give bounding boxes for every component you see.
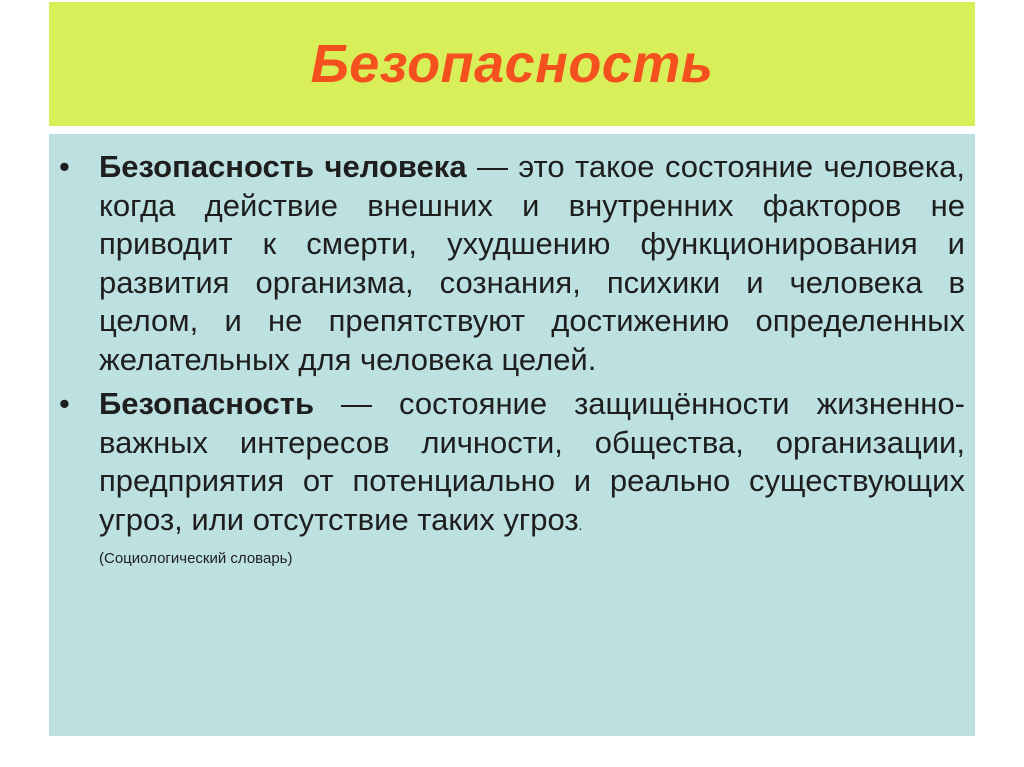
bullet-item <box>49 385 965 544</box>
bullet-text: — это такое состояние человека, когда действие внешних и внутренних факторов не приводит к смерти, ухудшению функционирования и развития организма, сознания, психики и человека в целом, и не препятствуют достижению определенных желательных для человека целей. <box>99 149 966 377</box>
source-citation: (Социологический словарь) <box>99 550 293 567</box>
title-band <box>49 2 975 126</box>
bullet-list <box>49 148 965 544</box>
slide-title: Безопасность <box>310 34 714 94</box>
bullet-term: Безопасность человека <box>99 149 467 184</box>
content-box <box>49 134 975 736</box>
bullet-trailing-dot: . <box>578 516 583 533</box>
bullet-dot: • <box>59 149 70 184</box>
bullet-dot: • <box>59 386 70 421</box>
bullet-term: Безопасность <box>99 386 315 421</box>
bullet-item <box>49 148 965 379</box>
bullet-text: — состояние защищённости жизненно-важных интересов личности, общества, организации, предприятия от потенциально и реально существующих угроз, или отсутствие таких угроз <box>99 386 965 537</box>
